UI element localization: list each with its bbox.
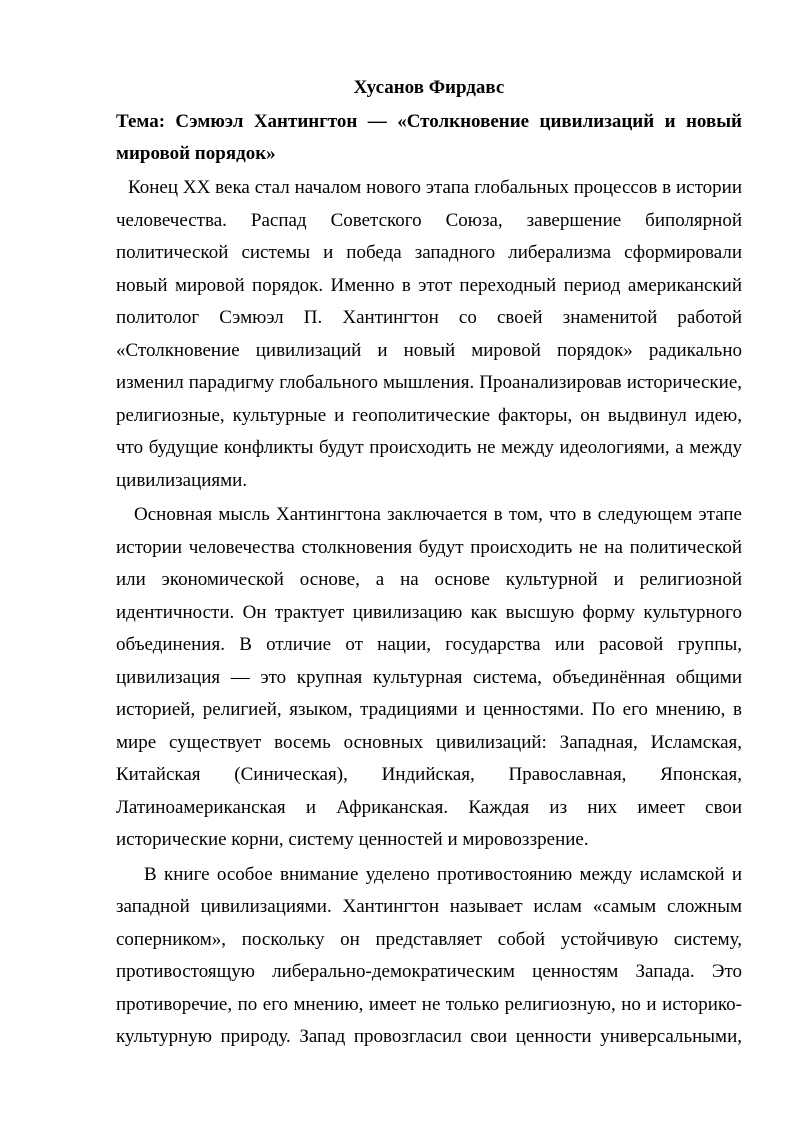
- author-name: Хусанов Фирдавс: [353, 77, 505, 98]
- paragraph-3: В книге особое внимание уделено противостоянию между исламской и западной цивилизациями. Хантингтон называет ислам «самым сложным соперником», поскольку он представляет собой устойчивую систему, противостоящую либерально-демократическим ценностям Запада. Это противоречие, по его мнению, имеет не только религиозную, но и историко-культурную природу. Запад провозгласил свои ценности универсальными,: [116, 863, 742, 1047]
- paragraph-1: Конец XX века стал началом нового этапа глобальных процессов в истории человечества. Распад Советского Союза, завершение биполярной политической системы и победа западного либерализма сформировали новый мировой порядок. Именно в этот переходный период американский политолог Сэмюэл П. Хантингтон со своей знаменитой работой «Столкновение цивилизаций и новый мировой порядок» радикально изменил парадигму глобального мышления. Проанализировав исторические, религиозные, культурные и геополитические факторы, он выдвинул идею, что будущие конфликты будут происходить не между идеологиями, а между цивилизациями.: [116, 177, 742, 491]
- paragraph-2: Основная мысль Хантингтона заключается в том, что в следующем этапе истории человечества столкновения будут происходить не на политической или экономической основе, а на основе культурной и религиозной идентичности. Он трактует цивилизацию как высшую форму культурного объединения. В отличие от нации, государства или расовой группы, цивилизация — это крупная культурная система, объединённая общими историей, религией, языком, традициями и ценностями. По его мнению, в мире существует восемь основных цивилизаций: Западная, Исламская, Китайская (Синическая), Индийская, Православная, Японская, Латиноамериканская и Африканская. Каждая из них имеет свои исторические корни, систему ценностей и мировоззрение.: [116, 504, 742, 850]
- essay-topic: Тема: Сэмюэл Хантингтон — «Столкновение цивилизаций и новый мировой порядок»: [116, 111, 742, 164]
- document-body: [116, 72, 742, 1054]
